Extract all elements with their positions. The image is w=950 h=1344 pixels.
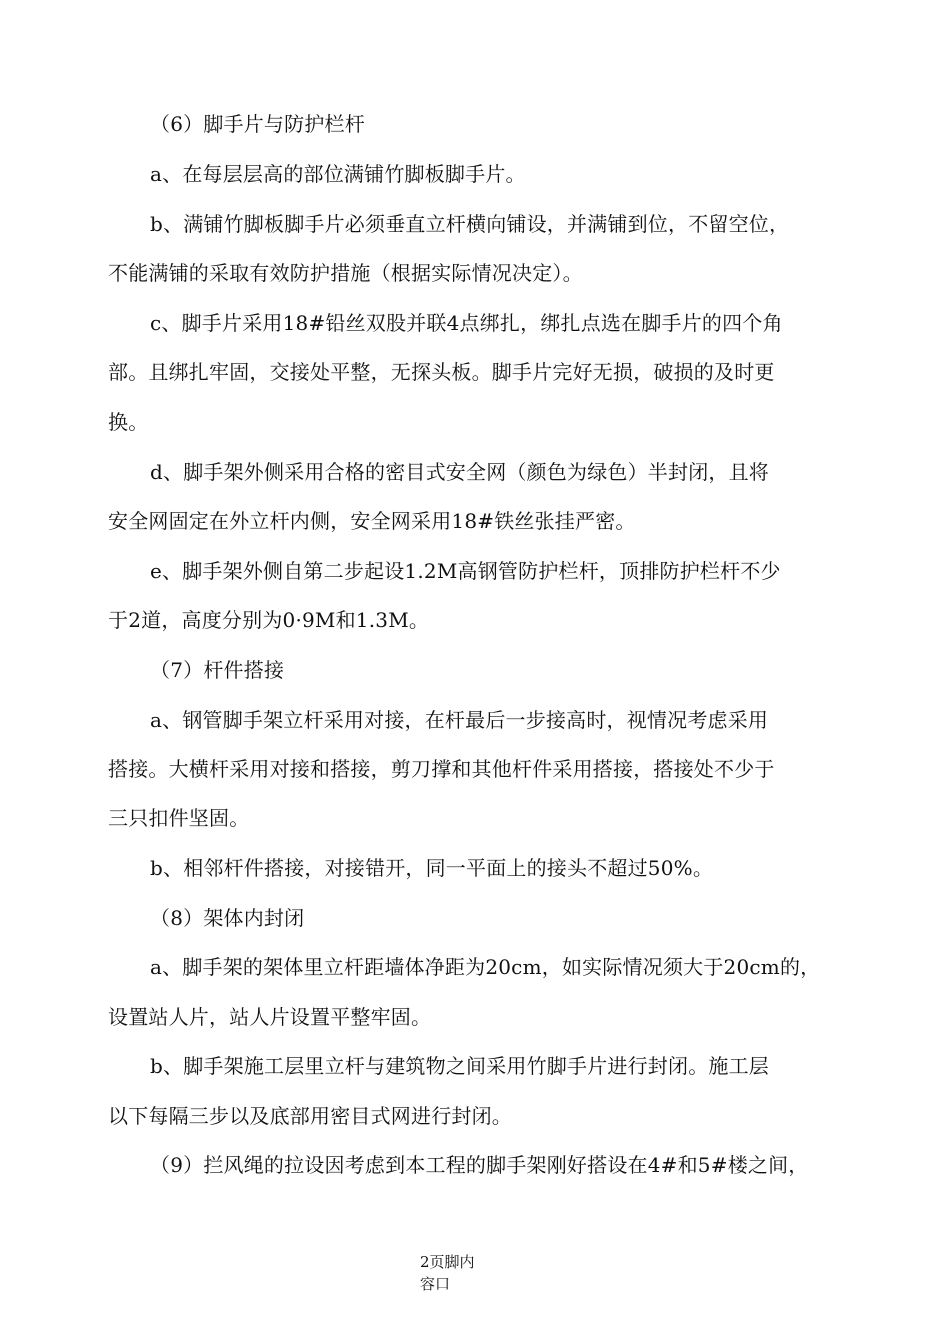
paragraph-line: e、脚手架外侧自第二步起设1.2M高钢管防护栏杆，顶排防护栏杆不少 — [150, 559, 781, 583]
paragraph-line: b、脚手架施工层里立杆与建筑物之间采用竹脚手片进行封闭。施工层 — [150, 1054, 770, 1078]
paragraph-line: d、脚手架外侧采用合格的密目式安全网（颜色为绿色）半封闭，且将 — [150, 460, 770, 484]
paragraph-line: 部。且绑扎牢固，交接处平整，无探头板。脚手片完好无损，破损的及时更 — [108, 360, 775, 384]
paragraph-line: 不能满铺的采取有效防护措施（根据实际情况决定）。 — [108, 261, 583, 285]
paragraph-line: a、钢管脚手架立杆采用对接，在杆最后一步接高时，视情况考虑采用 — [150, 708, 769, 732]
paragraph-line: a、在每层层高的部位满铺竹脚板脚手片。 — [150, 162, 526, 186]
paragraph-line: 安全网固定在外立杆内侧，安全网采用18#铁丝张挂严密。 — [108, 509, 636, 533]
paragraph-line: 设置站人片，站人片设置平整牢固。 — [108, 1005, 432, 1029]
paragraph-line: 于2道，高度分别为0·9M和1.3M。 — [108, 608, 430, 632]
paragraph-line: b、相邻杆件搭接，对接错开，同一平面上的接头不超过50%。 — [150, 856, 714, 880]
paragraph-line: 搭接。大横杆采用对接和搭接，剪刀撑和其他杆件采用搭接，搭接处不少于 — [108, 757, 775, 781]
paragraph-line: 换。 — [108, 410, 149, 434]
section-heading-9: （9）拦风绳的拉设因考虑到本工程的脚手架刚好搭设在4#和5#楼之间， — [150, 1153, 809, 1177]
paragraph-line: b、满铺竹脚板脚手片必须垂直立杆横向铺设，并满铺到位，不留空位， — [150, 212, 790, 236]
paragraph-line: a、脚手架的架体里立杆距墙体净距为20cm，如实际情况须大于20cm的， — [150, 955, 821, 979]
page-footer-line-2: 容口 — [420, 1275, 451, 1293]
paragraph-line: c、脚手片采用18#铅丝双股并联4点绑扎，绑扎点选在脚手片的四个角 — [150, 311, 783, 335]
section-heading-6: （6）脚手片与防护栏杆 — [150, 112, 365, 136]
paragraph-line: 三只扣件坚固。 — [108, 806, 250, 830]
paragraph-line: 以下每隔三步以及底部用密目式网进行封闭。 — [108, 1104, 512, 1128]
section-heading-8: （8）架体内封闭 — [150, 906, 305, 930]
section-heading-7: （7）杆件搭接 — [150, 658, 285, 682]
page-footer-line-1: 2页脚内 — [420, 1253, 475, 1271]
